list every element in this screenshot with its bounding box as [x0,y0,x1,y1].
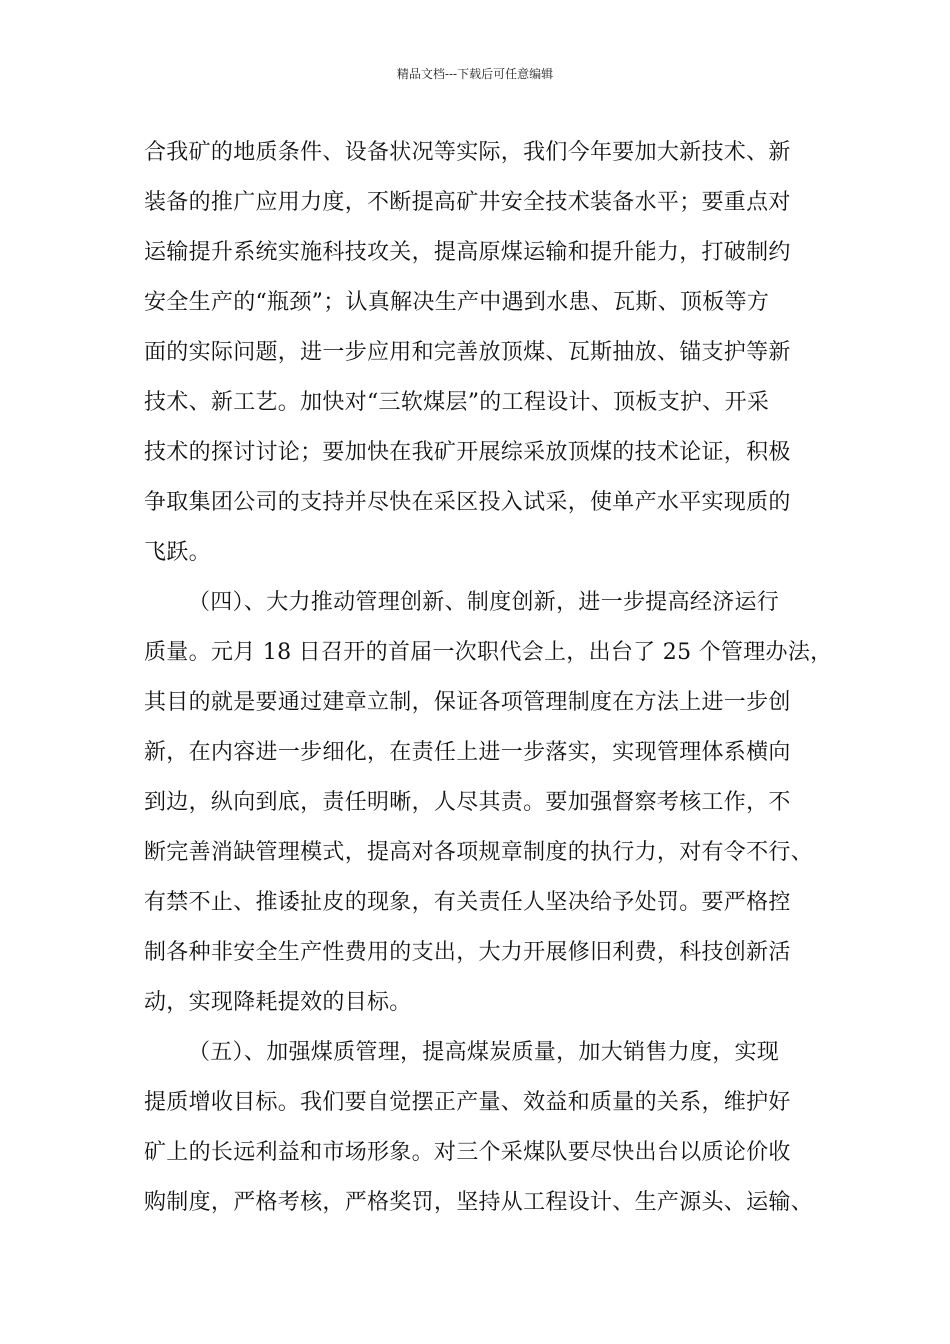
text-line-indented: （四）、大力推动管理创新、制度创新，进一步提高经济运行 [188,590,780,615]
text-line: 技术的探讨讨论；要加快在我矿开展综采放顶煤的技术论证，积极 [144,440,791,465]
text-line: 制各种非安全生产性费用的支出，大力开展修旧利费，科技创新活 [144,940,791,965]
text-line: 飞跃。 [144,540,211,565]
text-line: 争取集团公司的支持并尽快在采区投入试采，使单产水平实现质的 [144,490,791,515]
text-line: 新，在内容进一步细化，在责任上进一步落实，实现管理体系横向 [144,740,791,765]
text-line: 安全生产的“瓶颈”；认真解决生产中遇到水患、瓦斯、顶板等方 [144,290,770,315]
text-line: 面的实际问题，进一步应用和完善放顶煤、瓦斯抽放、锚支护等新 [144,340,791,365]
text-line: 运输提升系统实施科技攻关，提高原煤运输和提升能力，打破制约 [144,240,791,265]
text-line-indented: （五）、加强煤质管理，提高煤炭质量，加大销售力度，实现 [188,1040,780,1065]
paragraph-section-four [144,578,833,1028]
text-line: 到边，纵向到底，责任明晰，人尽其责。要加强督察考核工作，不 [144,790,791,815]
text-line: 矿上的长远利益和市场形象。对三个采煤队要尽快出台以质论价收 [144,1140,791,1165]
text-line: 其目的就是要通过建章立制，保证各项管理制度在方法上进一步创 [144,690,791,715]
text-line: 购制度，严格考核，严格奖罚，坚持从工程设计、生产源头、运输、 [144,1190,814,1215]
paragraph-continued [144,128,829,578]
text-line: 动，实现降耗提效的目标。 [144,990,412,1015]
document-body [144,128,833,1228]
text-line: 质量。元月 18 日召开的首届一次职代会上，出台了 25 个管理办法， [144,640,833,665]
text-line: 断完善消缺管理模式，提高对各项规章制度的执行力，对有令不行、 [144,840,814,865]
text-line: 合我矿的地质条件、设备状况等实际，我们今年要加大新技术、新 [144,140,791,165]
paragraph-section-five [144,1028,829,1228]
text-line: 提质增收目标。我们要自觉摆正产量、效益和质量的关系，维护好 [144,1090,791,1115]
text-line: 装备的推广应用力度，不断提高矿井安全技术装备水平；要重点对 [144,190,791,215]
page-header: 精品文档---下载后可任意编辑 [396,67,554,81]
text-line: 技术、新工艺。加快对“三软煤层”的工程设计、顶板支护、开采 [144,390,770,415]
text-line: 有禁不止、推诿扯皮的现象，有关责任人坚决给予处罚。要严格控 [144,890,791,915]
